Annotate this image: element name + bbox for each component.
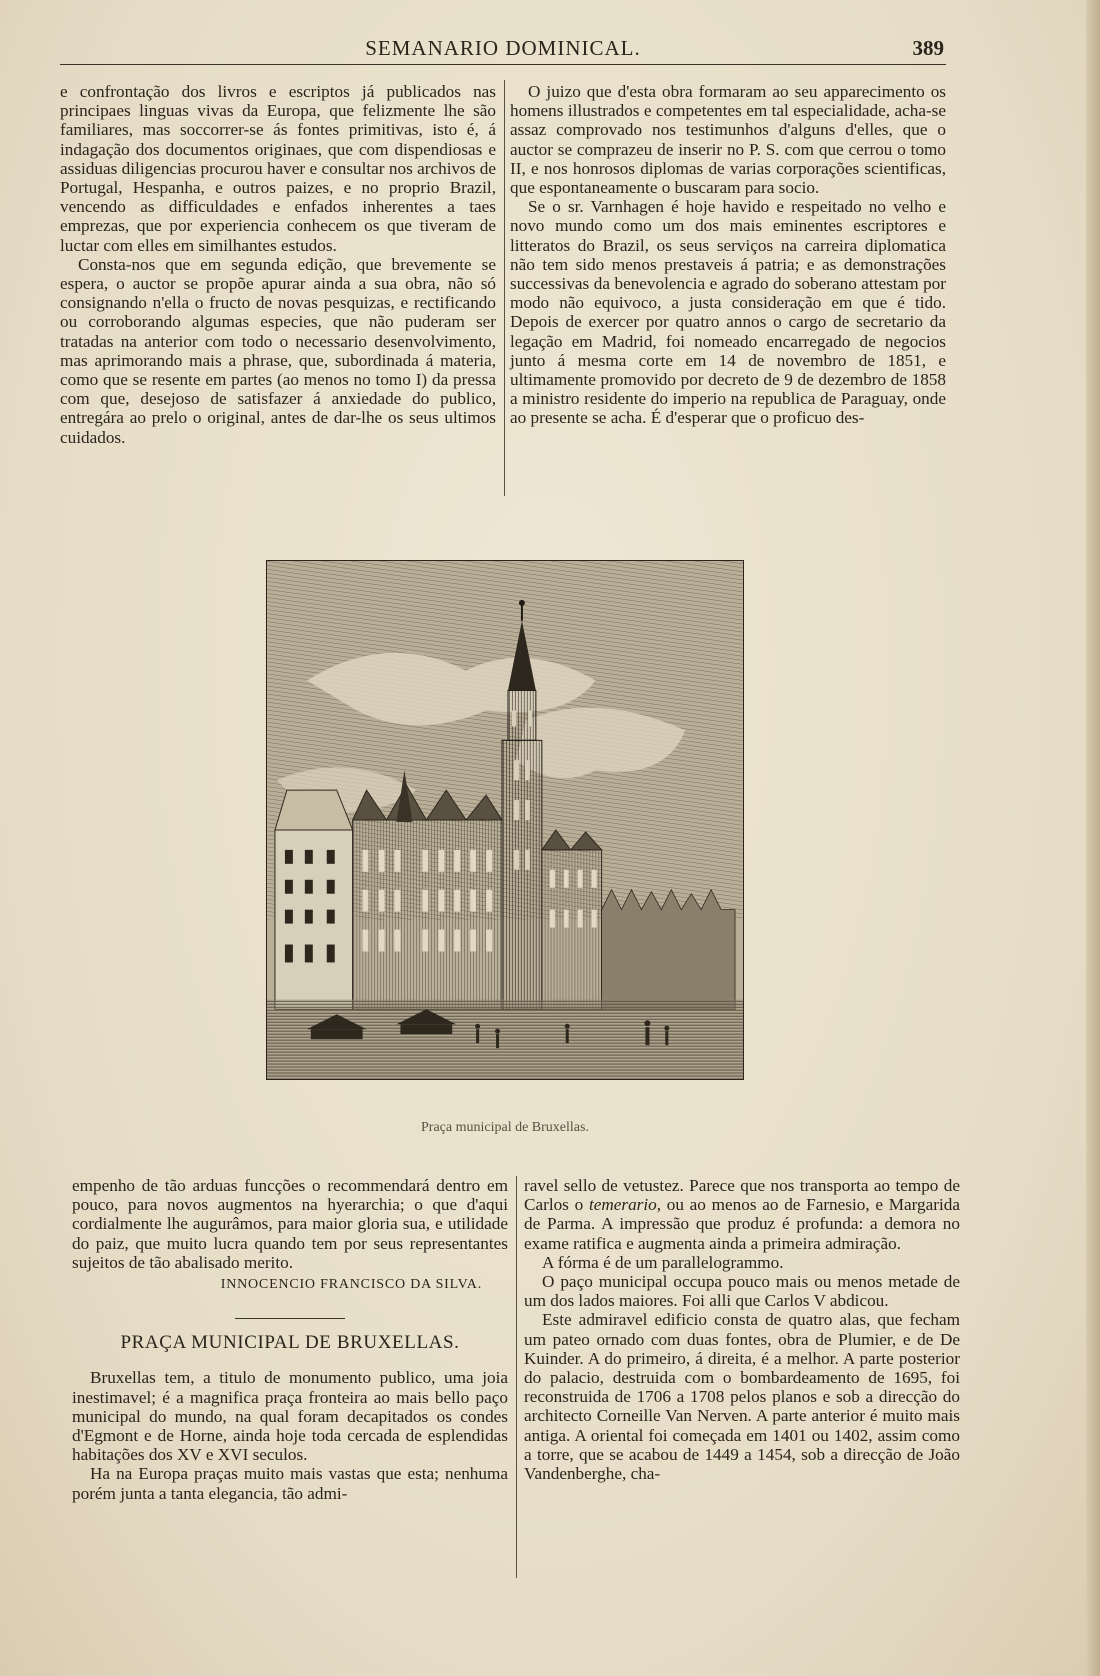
- italic-term: temerario: [588, 1195, 657, 1215]
- paragraph: [524, 1176, 960, 1253]
- paragraph: Ha na Europa praças muito mais vastas que esta; nenhuma porém junta a tanta elegancia, tão admi-: [72, 1464, 508, 1503]
- bottom-right-column: [524, 1176, 960, 1483]
- bottom-left-column: [72, 1176, 508, 1503]
- page-edge: [1086, 0, 1100, 1676]
- page-number: 389: [912, 36, 944, 60]
- top-right-column: [510, 82, 946, 428]
- text-run: ravel sello de vetustez. Parece que nos transporta ao tempo de Carlos o: [524, 1176, 960, 1215]
- text-run: , ou ao menos ao de Farnesio, e Margarida de Parma. A impressão que produz é profunda: a demora no exame ratifica e augmenta ainda a primeira admiração.: [524, 1195, 960, 1253]
- paragraph: Este admiravel edificio consta de quatro alas, que fecham um pateo ornado com duas fontes, obra de Plumier, e de De Kuinder. A do primeiro, á direita, é a melhor. A parte posterior do palacio, destruida com o bombardeamento de 1695, foi reconstruida de 1706 a 1708 pelos planos e sob a direcção do architecto Corneille Van Nerven. A parte anterior é muito mais antiga. A oriental foi começada em 1401 ou 1402, assim como a torre, que se acabou de 1449 a 1454, sob a direcção de João Vandenberghe, cha-: [524, 1310, 960, 1484]
- figure-caption: Praça municipal de Bruxellas.: [421, 1120, 589, 1135]
- top-left-column: [60, 82, 496, 447]
- paragraph: e confrontação dos livros e escriptos já publicados nas principaes linguas vivas da Europa, que felizmente lhe são familiares, mas soccorrer-se ás fontes primitivas, isto é, á indagação dos documentos originaes, que com dispendiosas e assiduas diligencias procurou haver e consultar nos archivos de Portugal, Hespanha, e outros paizes, e no proprio Brazil, vencendo as difficuldades e enfados inherentes a taes emprezas, que por experiencia conhecem os que tiveram de luctar com elles em similhantes estudos.: [60, 82, 496, 255]
- paragraph: empenho de tão arduas funcções o recommendará dentro em pouco, para novos augmentos na hyerarchia; o que d'aqui cordialmente lhe augurâmos, para maior gloria sua, e utilidade do paiz, que muito lucra quando tem por seus representantes sujeitos de tão abalisado merito.: [72, 1176, 508, 1272]
- paragraph: Se o sr. Varnhagen é hoje havido e respeitado no velho e novo mundo como um dos mais eminentes escriptores e litteratos do Brazil, os seus serviços na carreira diplomatica não tem sido menos prestaveis á patria; e as demonstrações successivas da benevolencia e agrado do soberano attestam por modo não equivoco, a justa consideração em que é tido. Depois de exercer por quatro annos o cargo de secretario da legação em Madrid, foi nomeado encarregado de negocios junto á mesma corte em 14 de novembro de 1851, e ultimamente promovido por decreto de 9 de dezembro de 1858 a ministro residente do imperio na republica de Paraguay, onde ao presente se acha. É d'esperar que o proficuo des-: [510, 197, 946, 428]
- paragraph: Bruxellas tem, a titulo de monumento publico, uma joia inestimavel; é a magnifica praça fronteira ao mais bello paço municipal do mundo, na qual foram decapitados os condes d'Egmont e de Horne, ainda hoje toda cercada de esplendidas habitações dos XV e XVI seculos.: [72, 1368, 508, 1465]
- column-divider: [504, 80, 505, 496]
- engraving-illustration: [266, 560, 744, 1080]
- journal-title: SEMANARIO DOMINICAL.: [365, 36, 641, 60]
- section-title: PRAÇA MUNICIPAL DE BRUXELLAS.: [120, 1332, 460, 1354]
- author-signature: INNOCENCIO FRANCISCO DA SILVA.: [220, 1277, 482, 1293]
- paragraph: O juizo que d'esta obra formaram ao seu apparecimento os homens illustrados e competentes em tal especialidade, acha-se assaz comprovado nos testimunhos d'alguns d'elles, que o auctor se comprazeu de inserir no P. S. com que cerrou o tomo II, e nos honrosos diplomas de varias corporações scientificas, que espontaneamente o buscaram para socio.: [510, 82, 946, 198]
- section-rule: [235, 1318, 345, 1319]
- paragraph: Consta-nos que em segunda edição, que brevemente se espera, o auctor se propõe apurar ainda a sua obra, não só consignando n'ella o fructo de novas pesquizas, e rectificando ou corroborando algumas especies, que não puderam ser tratadas na anterior com todo o necessario desenvolvimento, mas aprimorando mais a phrase, que, subordinada á materia, como que se resente em partes (ao menos no tomo I) da pressa com que, desejoso de satisfazer á anxiedade do publico, entregára ao prelo o original, antes de dar-lhe os seus ultimos cuidados.: [60, 254, 496, 447]
- paragraph: O paço municipal occupa pouco mais ou menos metade de um dos lados maiores. Foi alli que Carlos V abdicou.: [524, 1272, 960, 1311]
- column-divider: [516, 1176, 517, 1578]
- paragraph: A fórma é de um parallelogrammo.: [542, 1252, 784, 1272]
- page-header: [60, 36, 946, 65]
- town-hall-engraving: [267, 561, 743, 1079]
